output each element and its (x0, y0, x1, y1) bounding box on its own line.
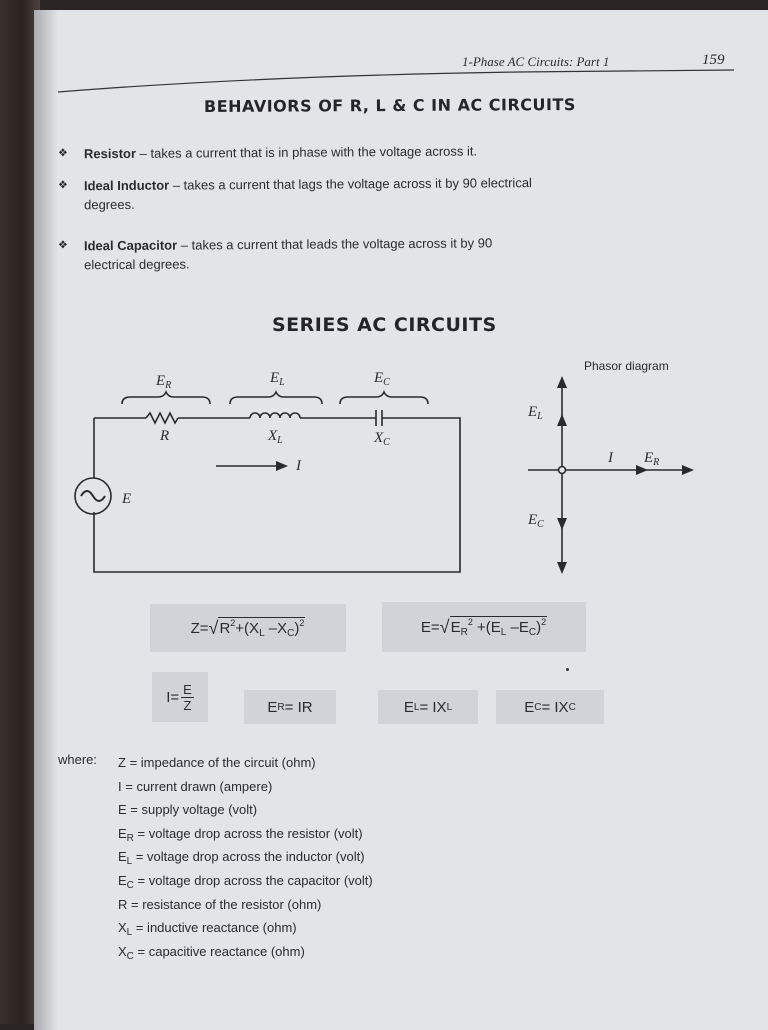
current-arrowhead (276, 461, 288, 471)
definition-item: Z = impedance of the circuit (ohm) (118, 755, 316, 770)
series-circuit (75, 392, 460, 572)
bullet-icon: ❖ (57, 239, 68, 252)
definition-item: R = resistance of the resistor (ohm) (118, 896, 322, 912)
definition-item: $X_C$ = capacitive reactance (ohm) (118, 943, 305, 962)
bullet-icon: ❖ (57, 179, 68, 192)
phasor-diagram (528, 384, 690, 568)
phasor-i-arrowhead (636, 465, 648, 475)
phasor-el-arrowhead (557, 414, 567, 426)
page-number: 159 (702, 52, 725, 68)
label-xl: $X_L$ (268, 428, 283, 446)
bullet-term: Resistor (83, 145, 137, 162)
phasor-label-er: $E_R$ (644, 450, 660, 468)
phasor-origin (559, 467, 566, 474)
where-label: where: (58, 752, 98, 767)
definition-item: $E_L$ = voltage drop across the inductor (volt) (118, 849, 365, 868)
brace-ec (340, 392, 428, 404)
bullet-icon: ❖ (57, 147, 68, 160)
bullet-text: – takes a current that leads the voltage across it by 90 (177, 235, 493, 253)
formula-impedance: Z = √ $R^2+(X_L$ $-X_C)^2$ (150, 604, 346, 652)
formula-current: I = $\frac{E}{Z}$ (152, 672, 208, 722)
running-header: 1-Phase AC Circuits: Part 1 (462, 54, 610, 69)
section-title-series: SERIES AC CIRCUITS (272, 314, 497, 336)
label-xc: $X_C$ (374, 430, 390, 448)
label-e-source: E (122, 491, 132, 507)
inductor-symbol (250, 413, 300, 418)
label-r: R (160, 428, 170, 444)
formula-ec: E C = IX C (496, 690, 604, 724)
phasor-ec-arrowhead (557, 518, 567, 530)
formula-el: E L = IX L (378, 690, 478, 724)
definition-item: $E_R$ = voltage drop across the resistor (volt) (118, 825, 363, 844)
phasor-title: Phasor diagram (584, 359, 669, 373)
label-current: I (296, 458, 301, 474)
bullet-text: – takes a current that is in phase with the voltage across it. (135, 143, 478, 161)
bullet-term: Ideal Capacitor (83, 237, 178, 254)
phasor-up-arrowhead (557, 376, 567, 388)
resistor-symbol (146, 413, 178, 423)
bullet-term: Ideal Inductor (83, 177, 170, 194)
brace-er (122, 392, 210, 404)
formula-er: E R = IR (244, 690, 336, 724)
section-title-behaviors: BEHAVIORS OF R, L & C IN AC CIRCUITS (203, 95, 576, 116)
ac-source-tilde (81, 491, 105, 501)
stray-dot (566, 668, 569, 671)
definition-item: E = supply voltage (volt) (118, 802, 258, 818)
phasor-label-el: $E_L$ (528, 404, 543, 422)
phasor-down-arrowhead (557, 562, 567, 574)
bullet-text-cont: electrical degrees. (84, 256, 190, 273)
bullet-text: – takes a current that lags the voltage across it by 90 electrical (169, 175, 532, 193)
capacitor-symbol (376, 410, 382, 426)
label-er: $E_R$ (156, 373, 172, 391)
formula-supply-voltage: E = √ $E_R^2 +(E_L$ $-E_C)^2$ (382, 602, 586, 652)
brace-el (230, 392, 322, 404)
phasor-label-ec: $E_C$ (528, 512, 544, 530)
bullet-text-cont: degrees. (84, 196, 135, 213)
definition-item: $E_C$ = voltage drop across the capacitor (volt) (118, 872, 373, 891)
phasor-label-i: I (608, 450, 613, 466)
phasor-er-arrowhead (682, 465, 694, 475)
label-el: $E_L$ (270, 370, 285, 388)
definition-item: I = current drawn (ampere) (118, 778, 273, 794)
definition-item: $X_L$ = inductive reactance (ohm) (118, 920, 297, 939)
definitions-list (118, 754, 373, 966)
label-ec: $E_C$ (374, 370, 390, 388)
